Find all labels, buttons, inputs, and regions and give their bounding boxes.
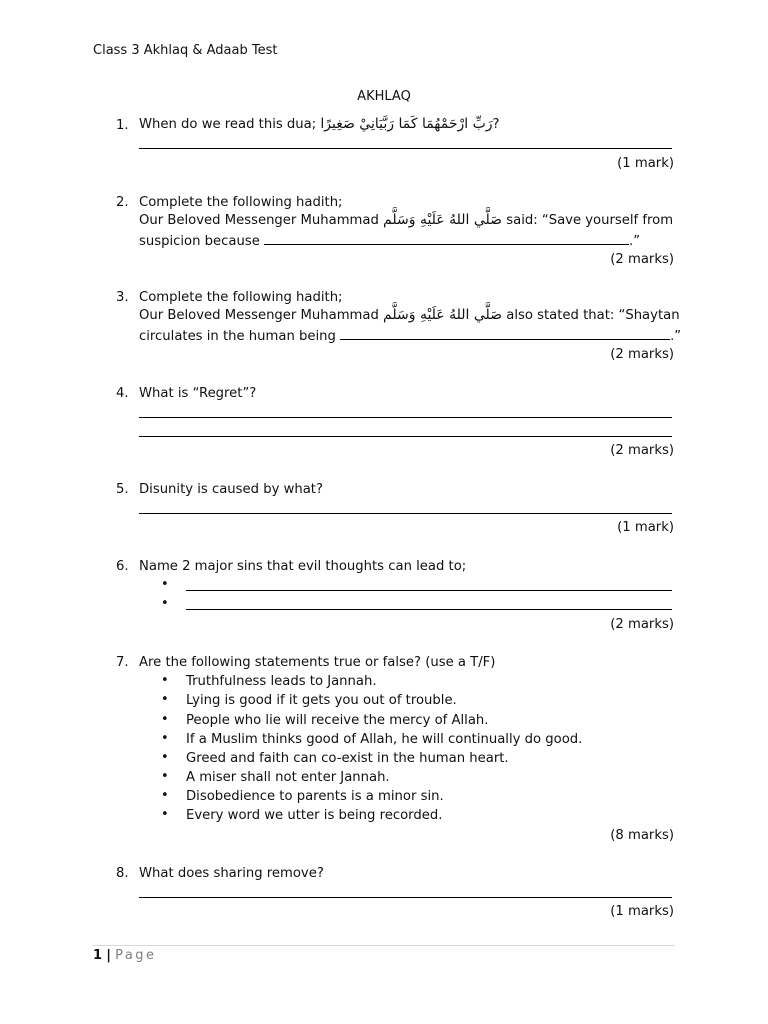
question-7-number: 7. xyxy=(116,655,129,670)
statement-item: If a Muslim thinks good of Allah, he will continually do good. xyxy=(186,732,583,747)
salawat-arabic: صَلَّي اللهُ عَلَيْهِ وَسَلَّم xyxy=(383,307,503,323)
bullet: • xyxy=(161,769,169,784)
question-3-marks: (2 marks) xyxy=(610,347,674,362)
question-2-text: Complete the following hadith; xyxy=(139,195,343,210)
footer-separator: | xyxy=(106,948,111,963)
question-4-marks: (2 marks) xyxy=(610,443,674,458)
footer-divider xyxy=(93,945,675,946)
page-number: 1 xyxy=(93,948,103,963)
question-3-text: Complete the following hadith; xyxy=(139,290,343,305)
question-7-text: Are the following statements true or false? (use a T/F) xyxy=(139,655,496,670)
page-label: Page xyxy=(115,948,157,963)
question-2-completion: suspicion because .” xyxy=(139,234,641,249)
question-5-number: 5. xyxy=(116,482,129,497)
question-8-text: What does sharing remove? xyxy=(139,866,324,881)
question-2-number: 2. xyxy=(116,195,129,210)
bullet: • xyxy=(161,731,169,746)
answer-line[interactable] xyxy=(139,436,672,437)
question-2-hadith: Our Beloved Messenger Muhammad صَلَّي اللهُ عَلَيْهِ وَسَلَّم said: “Save yourself from xyxy=(139,212,674,228)
page-footer xyxy=(93,948,157,963)
answer-line[interactable] xyxy=(186,590,672,591)
document-header: Class 3 Akhlaq & Adaab Test xyxy=(93,43,278,58)
question-4-text: What is “Regret”? xyxy=(139,386,257,401)
statement-item: Greed and faith can co-exist in the human heart. xyxy=(186,751,509,766)
question-5-text: Disunity is caused by what? xyxy=(139,482,323,497)
question-3-completion: circulates in the human being .” xyxy=(139,329,682,344)
bullet: • xyxy=(161,596,169,611)
question-6-marks: (2 marks) xyxy=(610,617,674,632)
question-5-marks: (1 mark) xyxy=(617,520,674,535)
answer-line[interactable] xyxy=(139,513,672,514)
answer-line[interactable] xyxy=(186,609,672,610)
question-7-marks: (8 marks) xyxy=(610,828,674,843)
question-8-number: 8. xyxy=(116,866,129,881)
question-2-marks: (2 marks) xyxy=(610,252,674,267)
question-4-number: 4. xyxy=(116,386,129,401)
answer-line[interactable] xyxy=(139,148,672,149)
question-1-marks: (1 mark) xyxy=(617,156,674,171)
question-6-number: 6. xyxy=(116,559,129,574)
statement-item: Lying is good if it gets you out of trouble. xyxy=(186,693,457,708)
question-3-number: 3. xyxy=(116,290,129,305)
statement-item: People who lie will receive the mercy of Allah. xyxy=(186,713,489,728)
question-6-text: Name 2 major sins that evil thoughts can lead to; xyxy=(139,559,467,574)
fill-blank[interactable] xyxy=(264,233,629,245)
section-title: AKHLAQ xyxy=(357,89,411,104)
bullet: • xyxy=(161,712,169,727)
dua-arabic: رَبِّ ارْحَمْهُمَا كَمَا رَبَّيَانِيْ صَغِيرًا xyxy=(320,116,493,132)
statement-item: Every word we utter is being recorded. xyxy=(186,808,443,823)
answer-line[interactable] xyxy=(139,417,672,418)
bullet: • xyxy=(161,692,169,707)
question-3-hadith: Our Beloved Messenger Muhammad صَلَّي اللهُ عَلَيْهِ وَسَلَّم also stated that: “Shaytan xyxy=(139,307,680,323)
bullet: • xyxy=(161,788,169,803)
fill-blank[interactable] xyxy=(340,328,670,340)
statement-item: A miser shall not enter Jannah. xyxy=(186,770,390,785)
question-1-number: 1. xyxy=(116,118,129,133)
answer-line[interactable] xyxy=(139,897,672,898)
bullet: • xyxy=(161,577,169,592)
bullet: • xyxy=(161,807,169,822)
statement-item: Truthfulness leads to Jannah. xyxy=(186,674,377,689)
bullet: • xyxy=(161,750,169,765)
question-1-text: When do we read this dua; رَبِّ ارْحَمْهُمَا كَمَا رَبَّيَانِيْ صَغِيرًا? xyxy=(139,116,500,132)
statement-item: Disobedience to parents is a minor sin. xyxy=(186,789,444,804)
bullet: • xyxy=(161,673,169,688)
salawat-arabic: صَلَّي اللهُ عَلَيْهِ وَسَلَّم xyxy=(383,212,503,228)
question-8-marks: (1 marks) xyxy=(610,904,674,919)
